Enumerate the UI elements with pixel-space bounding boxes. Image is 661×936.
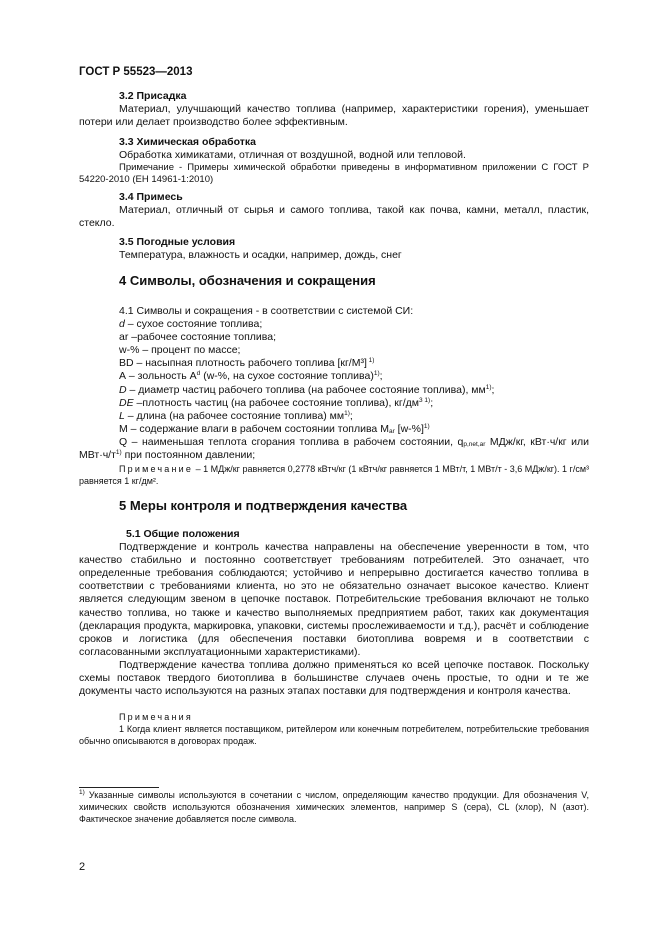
note-label: Примечание <box>119 464 194 474</box>
symbol-d: d – сухое состояние топлива; <box>119 318 263 331</box>
symbols-intro: 4.1 Символы и сокращения - в соответствии с системой СИ: <box>119 305 414 317</box>
footnote-text: Указанные символы используются в сочетании с числом, определяющим качество продукции. Для обозначения V, химических свойств используются обозначения химических элементов, например S (сера), CL (хлор), N (азот). Фактическое значение добавляется после символа. <box>79 790 589 824</box>
section-3-2 <box>79 90 589 129</box>
section-text: Температура, влажность и осадки, например, дождь, снег <box>119 249 402 262</box>
notes-label: Примечания <box>119 712 193 722</box>
symbol-DE: DE –плотность частиц (на рабочее состояние топлива), $кг/дм^{3 1)}$; <box>119 396 434 409</box>
section-3-3 <box>79 136 589 186</box>
section-title: 3.4 Примесь <box>119 191 183 203</box>
section-4-symbols <box>79 305 589 462</box>
document-header: ГОСТ Р 55523—2013 <box>79 66 193 78</box>
section-3-4 <box>79 191 589 230</box>
symbol-a: А – зольность $А^d$ (w-%, на сухое состояние топлива)$^{1)}$; <box>119 370 383 383</box>
footnote-marker: 1) <box>79 789 85 796</box>
section-5-notes <box>79 711 589 747</box>
section-4-note <box>79 463 589 487</box>
symbol-Q: Q – наименьшая теплота сгорания топлива в рабочем состоянии, $q_{p,net,ar}$ МДж/кг, кВт·ч/кг или $МВт\cdot ч/т^{1)}$ при постоянном давлении; <box>79 435 589 462</box>
note-1: 1 Когда клиент является поставщиком, ритейлером или конечным потребителем, потребительские требования обычно описываются в договорах продаж. <box>79 724 589 746</box>
section-5-1 <box>79 528 589 698</box>
symbol-D: D – диаметр частиц рабочего топлива (на рабочее состояние топлива), $мм^{1)}$; <box>119 383 495 396</box>
footnote <box>79 789 589 825</box>
symbol-ar: ar –рабочее состояние топлива; <box>119 331 276 344</box>
symbol-bd: BD – насыпная плотность рабочего топлива [кг/М³] $^{1)}$ <box>119 357 375 370</box>
symbol-L: L – длина (на рабочее состояние топлива) $мм^{1)}$; <box>119 409 353 422</box>
page-number: 2 <box>79 861 86 873</box>
section-text: Обработка химикатами, отличная от воздушной, водной или тепловой. <box>119 149 466 162</box>
section-text: Материал, отличный от сырья и самого топлива, такой как почва, камни, металл, пластик, стекло. <box>79 204 589 230</box>
section-title: 3.5 Погодные условия <box>119 236 236 248</box>
paragraph-2: Подтверждение качества топлива должно применяться ко всей цепочке поставок. Поскольку схемы поставок твердого биотоплива в большинстве случаев очень простые, то одни и те же документы часто используются на разных этапах поставки для подтверждения и контроля качества. <box>79 658 589 698</box>
subsection-title: 5.1 Общие положения <box>126 528 240 540</box>
paragraph-1: Подтверждение и контроль качества направлены на обеспечение уверенности в том, что качество стабильно и постоянно соответствует требованиям потребителей. Это означает, что определенные требования соблюдаются; устойчиво и непрерывно достигается качество топлива в соответствии с требованиями клиента, но это не обязательно означает высокое качество. Клиент является следующим звеном в цепочке поставок. Потребительские требования включают не только качество топлива, но также и качество выполняемых предприятием работ, таких как документация (декларация продукта, маркировка, упаковки, системы прослеживаемости и т.д.), расчёт и соблюдение сроков и логистика (для обеспечения поставки биотоплива вовремя и в соответствии с согласованными эксплуатационными характеристиками). <box>79 541 589 658</box>
symbol-w: w-% – процент по массе; <box>119 344 241 357</box>
section-note: Примечание - Примеры химической обработки приведены в информативном приложении С ГОСТ Р 54220-2010 (ЕН 14961-1:2010) <box>79 162 589 186</box>
note-text: – 1 МДж/кг равняется 0,2778 кВтч/кг (1 кВтч/кг равняется 1 МВт/т, 1 МВт/т - 3,6 МДж/кг). 1 г/см³ равняется 1 кг/дм². <box>79 464 590 486</box>
section-text: Материал, улучшающий качество топлива (например, характеристики горения), уменьшает потери или делает производство более эффективным. <box>79 103 589 129</box>
section-3-5 <box>79 236 589 262</box>
section-title: 3.2 Присадка <box>119 90 187 102</box>
footnote-divider <box>79 787 159 788</box>
section-5-heading <box>79 499 589 512</box>
section-title: 4 Символы, обозначения и сокращения <box>119 273 376 288</box>
symbol-M: М – содержание влаги в рабочем состоянии топлива $М_{ar}$ $[w-\%]^{1)}$ <box>119 422 430 435</box>
section-4-heading <box>79 274 589 287</box>
section-title: 3.3 Химическая обработка <box>119 136 256 148</box>
section-title: 5 Меры контроля и подтверждения качества <box>119 498 408 513</box>
